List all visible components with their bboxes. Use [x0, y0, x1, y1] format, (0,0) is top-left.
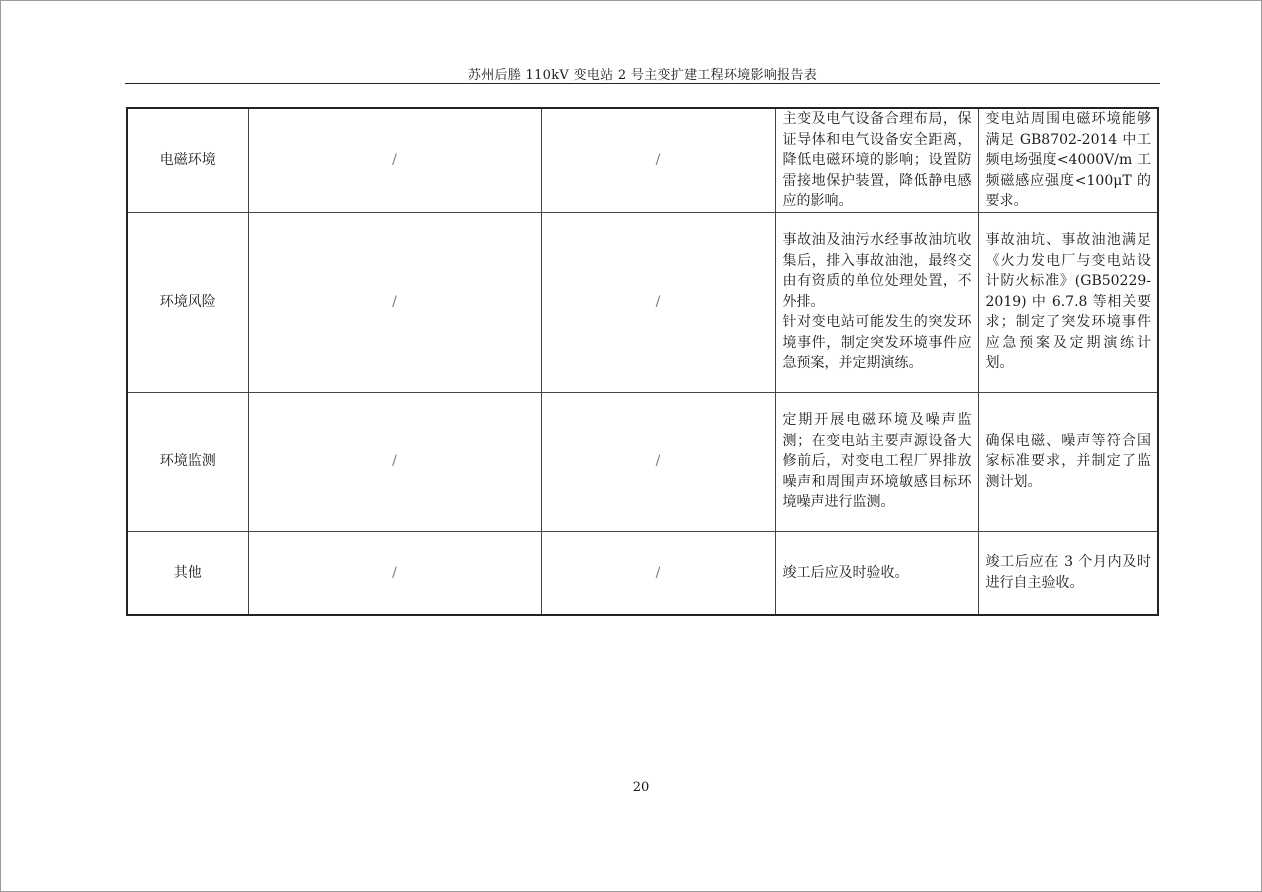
measures-table — [126, 107, 1159, 616]
page-number: 20 — [632, 780, 650, 795]
effect-text: 竣工后应在 3 个月内及时进行自主验收。 — [985, 554, 1151, 591]
category-cell: 环境监测 — [127, 392, 248, 531]
effect-cell — [978, 531, 1158, 615]
effect-cell — [978, 108, 1158, 212]
header-divider — [125, 83, 1160, 84]
category-cell: 其他 — [127, 531, 248, 615]
category-cell: 电磁环境 — [127, 108, 248, 212]
measures-cell — [775, 212, 978, 392]
empty-marker-cell: / — [248, 531, 541, 615]
empty-marker-cell: / — [541, 392, 775, 531]
empty-marker-cell: / — [541, 212, 775, 392]
measures-text: 竣工后应及时验收。 — [782, 564, 909, 581]
measures-text: 定期开展电磁环境及噪声监测；在变电站主要声源设备大修前后，对变电工程厂界排放噪声和周围声环境敏感目标环境噪声进行监测。 — [782, 412, 972, 511]
measures-cell — [775, 531, 978, 615]
effect-text: 变电站周围电磁环境能够满足 GB8702-2014 中工频电场强度<4000V/m 工频磁感应强度<100μT 的要求。 — [985, 111, 1151, 209]
measures-text: 事故油及油污水经事故油坑收集后，排入事故油池，最终交由有资质的单位处理处置，不外排。 针对变电站可能发生的突发环境事件，制定突发环境事件应急预案，并定期演练。 — [782, 232, 972, 372]
effect-text: 事故油坑、事故油池满足《火力发电厂与变电站设计防火标准》(GB50229-2019) 中 6.7.8 等相关要求；制定了突发环境事件应急预案及定期演练计划。 — [985, 232, 1151, 372]
effect-text: 确保电磁、噪声等符合国家标准要求，并制定了监测计划。 — [985, 432, 1151, 490]
table-row — [127, 392, 1158, 531]
table-row — [127, 108, 1158, 212]
empty-marker-cell: / — [248, 108, 541, 212]
table-row — [127, 212, 1158, 392]
empty-marker-cell: / — [248, 212, 541, 392]
measures-text: 主变及电气设备合理布局，保证导体和电气设备安全距离，降低电磁环境的影响；设置防雷接地保护装置，降低静电感应的影响。 — [782, 111, 972, 209]
effect-cell — [978, 392, 1158, 531]
empty-marker-cell: / — [248, 392, 541, 531]
table-row — [127, 531, 1158, 615]
measures-cell — [775, 108, 978, 212]
page-header-title: 苏州后塍 110kV 变电站 2 号主变扩建工程环境影响报告表 — [467, 68, 818, 83]
effect-cell — [978, 212, 1158, 392]
empty-marker-cell: / — [541, 531, 775, 615]
measures-cell — [775, 392, 978, 531]
category-cell: 环境风险 — [127, 212, 248, 392]
empty-marker-cell: / — [541, 108, 775, 212]
